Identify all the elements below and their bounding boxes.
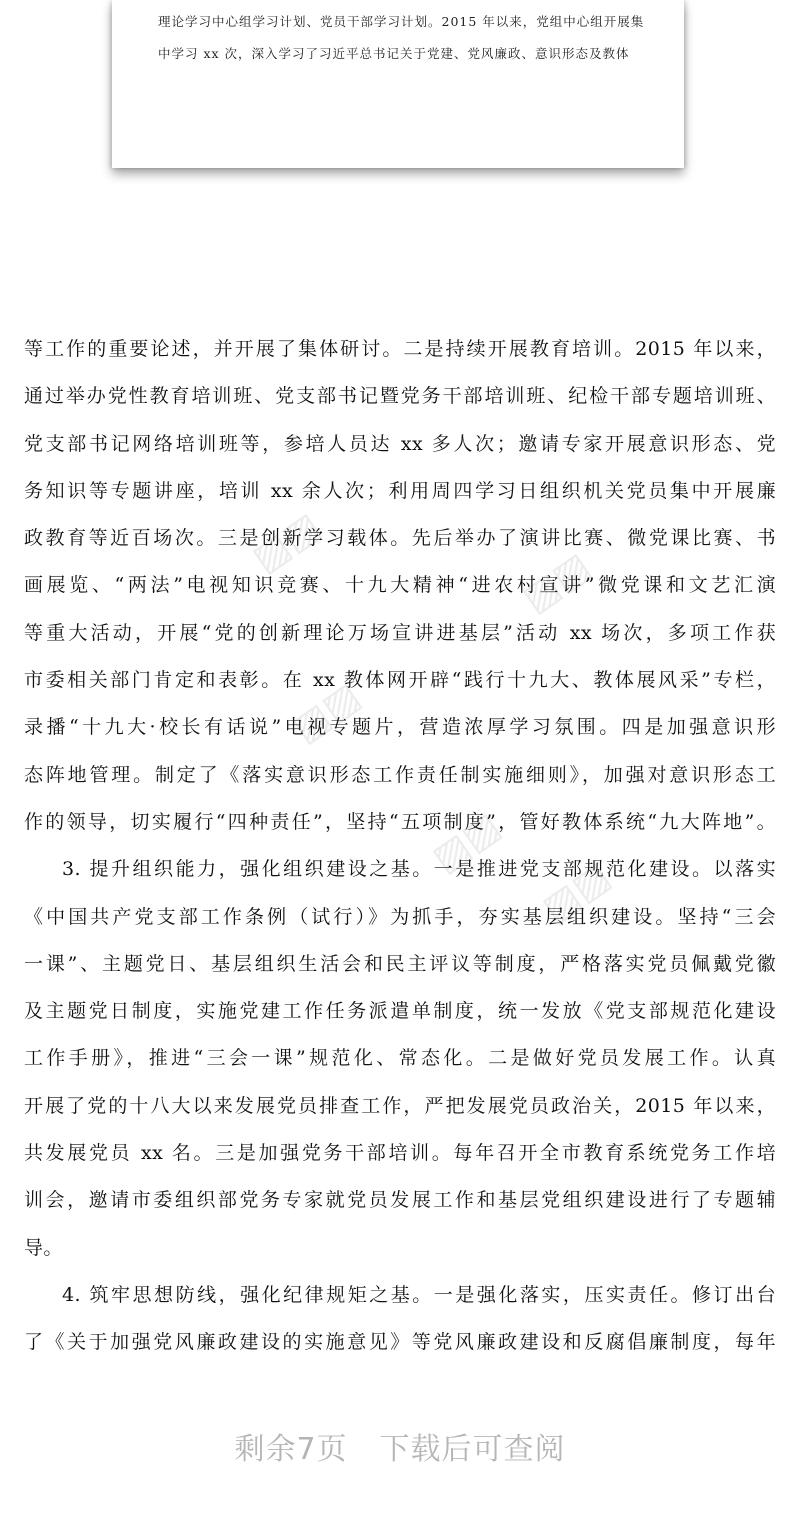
body-line: 党支部书记网络培训班等，参培人员达 xx 多人次；邀请专家开展意识形态、党	[24, 432, 776, 455]
section-4-heading-line: 4. 筑牢思想防线，强化纪律规矩之基。一是强化落实，压实责任。修订出台	[62, 1283, 776, 1306]
body-line: 态阵地管理。制定了《落实意识形态工作责任制实施细则》，加强对意识形态工	[24, 763, 776, 786]
preview-line: 中学习 xx 次，深入学习了习近平总书记关于党建、党风廉政、意识形态及教体	[158, 46, 630, 61]
body-line: 通过举办党性教育培训班、党支部书记暨党务干部培训班、纪检干部专题培训班、	[24, 385, 776, 408]
body-line: 录播“十九大·校长有话说”电视专题片，营造浓厚学习氛围。四是加强意识形	[24, 716, 776, 739]
watermark-icon: ▨▨	[533, 853, 618, 931]
body-line: 及主题党日制度，实施党建工作任务派遣单制度，统一发放《党支部规范化建设	[24, 1000, 776, 1023]
remaining-pages-label: 剩余7页	[234, 1432, 348, 1467]
body-line: 了《关于加强党风廉政建设的实施意见》等党风廉政建设和反腐倡廉制度，每年	[24, 1331, 776, 1354]
body-line: 开展了党的十八大以来发展党员排查工作，严把发展党员政治关，2015 年以来，	[24, 1094, 776, 1117]
watermark-icon: ▨▨	[513, 543, 598, 621]
body-line: 等重大活动，开展“党的创新理论万场宣讲进基层”活动 xx 场次，多项工作获	[24, 621, 776, 644]
body-line: 作的领导，切实履行“四种责任”，坚持“五项制度”，管好教体系统“九大阵地”。	[24, 810, 776, 833]
body-line: 市委相关部门肯定和表彰。在 xx 教体网开辟“践行十九大、教体展风采”专栏，	[24, 669, 776, 692]
body-line: 等工作的重要论述，并开展了集体研讨。二是持续开展教育培训。2015 年以来，	[24, 338, 776, 360]
section-3-heading-line: 3. 提升组织能力，强化组织建设之基。一是推进党支部规范化建设。以落实	[62, 858, 776, 881]
download-to-view-label[interactable]: 下载后可查阅	[379, 1432, 566, 1467]
watermark-icon: ▨▨	[283, 673, 368, 751]
body-line: 《中国共产党支部工作条例（试行）》为抓手，夯实基层组织建设。坚持“三会	[24, 905, 776, 928]
body-line: 工作手册》，推进“三会一课”规范化、常态化。二是做好党员发展工作。认真	[24, 1047, 776, 1070]
body-line: 一课”、主题党日、基层组织生活会和民主评议等制度，严格落实党员佩戴党徽	[24, 952, 776, 975]
body-line: 导。	[24, 1236, 63, 1259]
document-body	[24, 326, 776, 1367]
body-line: 务知识等专题讲座，培训 xx 余人次；利用周四学习日组织机关党员集中开展廉	[24, 479, 776, 502]
body-line: 画展览、“两法”电视知识竞赛、十九大精神“进农村宣讲”微党课和文艺汇演	[24, 574, 776, 597]
preview-card	[112, 0, 684, 168]
preview-line: 理论学习中心组学习计划、党员干部学习计划。2015 年以来，党组中心组开展集	[158, 14, 645, 29]
body-line: 共发展党员 xx 名。三是加强党务干部培训。每年召开全市教育系统党务工作培	[24, 1142, 776, 1165]
body-line: 训会，邀请市委组织部党务专家就党员发展工作和基层党组织建设进行了专题辅	[24, 1189, 776, 1212]
body-line: 政教育等近百场次。三是创新学习载体。先后举办了演讲比赛、微党课比赛、书	[24, 527, 776, 550]
remaining-pages-banner[interactable]	[0, 1424, 800, 1468]
watermark-icon: ▨▨	[243, 503, 328, 581]
watermark-icon: ▨▨	[423, 803, 508, 881]
